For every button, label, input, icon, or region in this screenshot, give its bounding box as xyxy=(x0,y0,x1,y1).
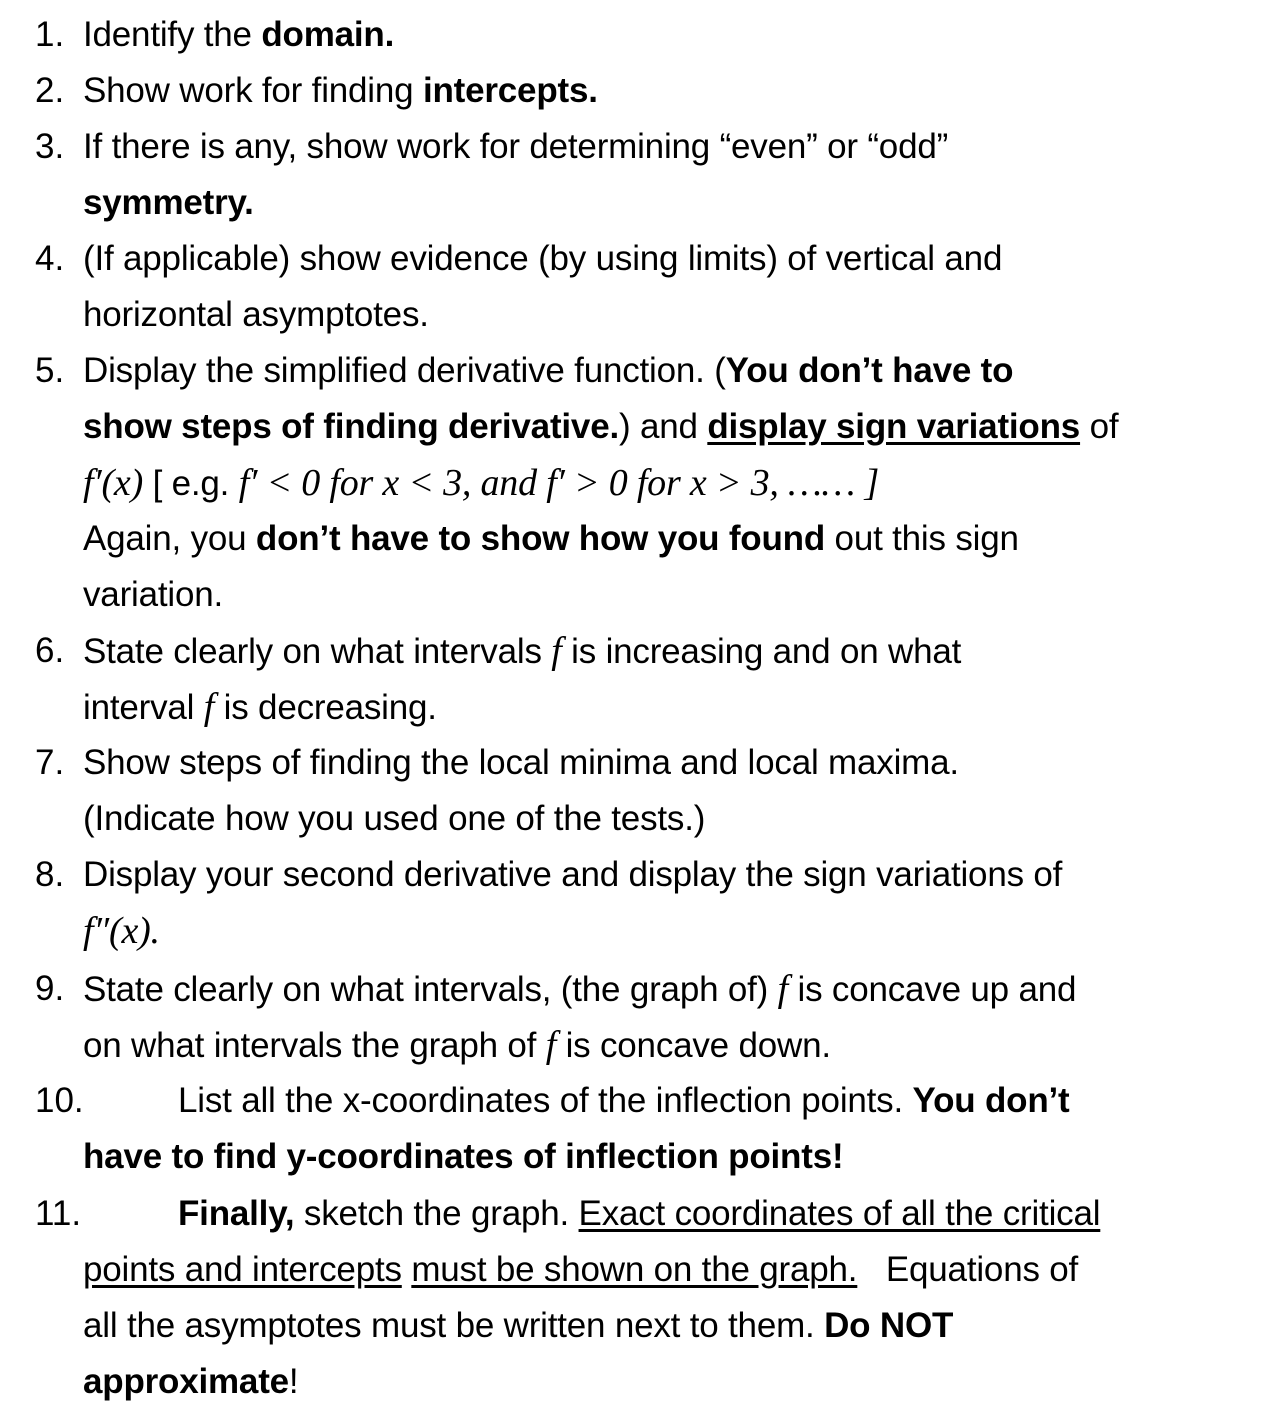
item-5-formula: f′(x) [ e.g. f′ < 0 for x < 3, and f′ > 0 for x > 3, …… ] xyxy=(83,462,880,504)
math-expression: f″(x). xyxy=(83,910,160,952)
item-8-text: Display your second derivative and display the sign variations of xyxy=(83,855,1063,894)
item-3-text: symmetry. xyxy=(83,183,254,222)
item-5-text: show steps of finding derivative.) and display sign variations of xyxy=(83,407,1119,446)
item-4-text: (If applicable) show evidence (by using limits) of vertical and xyxy=(83,239,1003,278)
item-number: 3. xyxy=(35,127,65,166)
item-number: 11. xyxy=(35,1194,82,1233)
item-10-text: List all the x-coordinates of the inflection points. You don’t xyxy=(178,1081,1070,1120)
item-3-text: If there is any, show work for determining “even” or “odd” xyxy=(83,127,949,166)
item-5-text: Again, you don’t have to show how you found out this sign xyxy=(83,519,1019,558)
math-f: f xyxy=(551,630,562,672)
math-f: f xyxy=(777,968,788,1010)
item-11-text: Finally, sketch the graph. Exact coordinates of all the critical xyxy=(178,1194,1101,1233)
item-11-text: points and intercepts must be shown on the graph. Equations of xyxy=(83,1250,1079,1289)
item-5-text: variation. xyxy=(83,575,224,614)
item-number: 9. xyxy=(35,969,65,1008)
item-11-text: approximate! xyxy=(83,1362,299,1401)
item-9-text: State clearly on what intervals, (the graph of) f is concave up and xyxy=(83,968,1077,1010)
item-number: 1. xyxy=(35,15,65,54)
math-expression: f′ < 0 for x < 3, and f′ > 0 for x > 3, …… ] xyxy=(238,462,880,504)
math-expression: f′(x) xyxy=(83,462,144,504)
math-f: f xyxy=(203,686,215,728)
item-number: 2. xyxy=(35,71,65,110)
item-5-text: Display the simplified derivative function. (You don’t have to xyxy=(83,351,1014,390)
item-11-text: all the asymptotes must be written next to them. Do NOT xyxy=(83,1306,954,1345)
item-1-text: Identify the domain. xyxy=(83,15,395,54)
item-number: 8. xyxy=(35,855,65,894)
item-7-text: (Indicate how you used one of the tests.) xyxy=(83,799,706,838)
item-number: 10. xyxy=(35,1081,84,1120)
item-2-text: Show work for finding intercepts. xyxy=(83,71,598,110)
item-number: 6. xyxy=(35,631,65,670)
item-9-text: on what intervals the graph of f is concave down. xyxy=(83,1024,831,1066)
item-6-text: State clearly on what intervals f is increasing and on what xyxy=(83,630,962,672)
item-number: 4. xyxy=(35,239,65,278)
math-f: f xyxy=(545,1024,557,1066)
item-6-text: interval f is decreasing. xyxy=(83,686,437,728)
item-7-text: Show steps of finding the local minima and local maxima. xyxy=(83,743,959,782)
item-8-formula xyxy=(83,903,160,960)
item-10-text: have to find y-coordinates of inflection points! xyxy=(83,1137,844,1176)
item-4-text: horizontal asymptotes. xyxy=(83,295,429,334)
item-number: 7. xyxy=(35,743,65,782)
item-number: 5. xyxy=(35,351,65,390)
